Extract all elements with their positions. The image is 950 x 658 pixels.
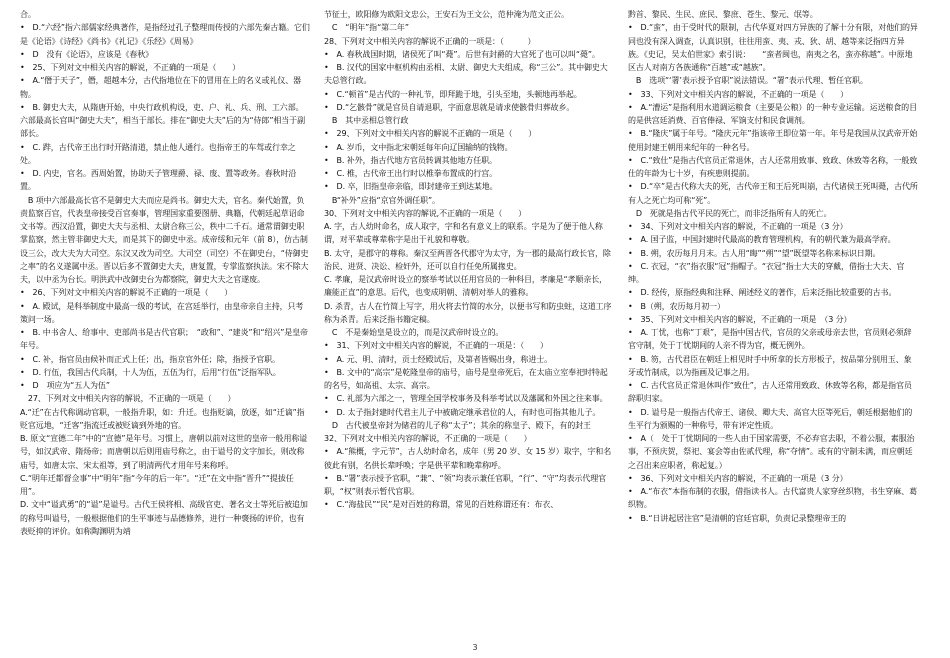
paragraph: B. 太守，是郡守的尊称。秦汉至两晋各代郡守为太守，为一郡的最高行政长官，除治民、进贤、决讼、检奸外，还可以自行任免所属掾史。 — [324, 248, 611, 271]
paragraph: • A. 春秋战国时期，诸侯死了叫“薨”。后世有封爵的大官死了也可以叫“薨”。 — [324, 49, 600, 59]
paragraph: • C. 衣冠，“衣”指衣服“冠”指帽子。“衣冠”指士大夫的穿戴，借指士大夫、官绅。 — [628, 261, 905, 284]
paragraph: • B. 朔，农历每月月末。古人用“晦”“朔”“望”既望等名称来标识日期。 — [628, 248, 881, 258]
paragraph: • B. 汉代的国家中枢机构由丞相、太尉、御史大夫组成，称“三公”。其中御史大夫总管行政。 — [324, 63, 608, 86]
paragraph: • A. 元、明、清时，贡士经殿试后，及第者皆赐出身，称进士。 — [324, 354, 553, 364]
paragraph: 30、下列对文中相关内容的解说,不正确的一项是（ ） — [324, 208, 527, 218]
paragraph: C “明年”指“第二年” — [324, 23, 409, 33]
page-number: 3 — [472, 643, 478, 652]
paragraph: C 不是秦始皇是设立的，而是汉武帝时设立的。 — [324, 328, 504, 337]
paragraph: • 35、下列对文中相关内容的解说，不正确的一项是 （3 分） — [628, 314, 852, 324]
paragraph: D. 杀青，古人在竹简上写字，用火将去竹简的水分，以便书写和防虫蛀，这道工序称为杀青。后来泛指书籍定稿。 — [324, 301, 612, 324]
paragraph: • B. 中书舍人、给事中、吏部尚书是古代官职； “政和”、“建炎”和“绍兴”是皇帝年号。 — [20, 328, 308, 351]
paragraph: 28、下列对文中相关内容的解说不正确的一项是：（ ） — [324, 36, 536, 46]
paragraph: • B（朔，农历每月初一） — [628, 301, 725, 311]
paragraph: • D. 内史，官名。西周始置，协助天子管理爵、禄、废、置等政务。春秋时沿置。 — [20, 169, 297, 192]
paragraph: C.“明年迁都督佥事”中“明年”指“今年的后一年”。“迁”在文中指“晋升”“提拔任用”。 — [20, 473, 294, 496]
paragraph: D. 文中“谥武勇”的“谥”是谥号。古代王侯将相、高级官吏、著名文士等死后被追加的称号叫谥号，一般根据他们的生平事迹与品德修养，进行一种褒扬的评价，也有表贬抑的评价。如称陶渊明为靖 — [20, 500, 308, 536]
paragraph: • 31、下列对文中相关内容的解说，不正确的一项是：（ ） — [324, 341, 548, 351]
paragraph: • C. 椎，古代帝王出行时以椎拳布置成的行宫。 — [324, 169, 497, 178]
paragraph: • A.“漕运”是指利用水道调运粮食（主要是公粮）的一种专业运输。运送粮食的目的是供宫廷消费、百官俸禄、军饷支付和民食调剂。 — [628, 102, 917, 125]
paragraph: • B. 补外，指古代地方官员转调其他地方任职。 — [324, 155, 497, 165]
paragraph: • 34、下列对文中相关内容的解说，不正确的一项是（3 分） — [628, 222, 848, 231]
paragraph: B 其中丞相总管行政 — [324, 116, 409, 125]
paragraph: 27、下列对文中相关内容的解说，不正确的一项是（ ） — [20, 394, 236, 404]
paragraph: B. 原文“宣德二年”中的“宣德”是年号。习惯上，唐朝以前对这世的皇帝一般用称谥号，如汉武帝、隋炀帝；而唐朝以后则用庙号称之，由于谥号的文字加长，则改称庙号，如唐太宗、宋太祖等，到了明清两代才用年号来称呼。 — [20, 434, 308, 470]
paragraph: • A. 国子监，中国封建时代最高的教育管理机构，有的朝代兼为最高学府。 — [628, 235, 896, 245]
paragraph: D 古代被皇帝封为储君的儿子称“太子”；其余的称皇子、殿下，有的封王 — [324, 420, 591, 430]
paragraph: • 33、下列对文中相关内容的解说，不正确的一项是（ ） — [628, 89, 848, 99]
paragraph: • A. 殿试，是科举制度中最高一级的考试，在宫廷举行，由皇帝亲自主持，只考策问一场。 — [20, 301, 304, 324]
paragraph: 合。 — [20, 10, 36, 19]
paragraph: • A. 岁币，文中指北宋朝廷每年向辽国输纳的钱物。 — [324, 142, 513, 152]
text-column-left — [20, 8, 310, 640]
paragraph: • B. 御史大夫，从隋唐开始，中央行政机构设，吏、户、礼、兵、刑、工六部。六部最高长官叫“御史大夫”，相当于部长。排在“御史大夫”后的为“侍郎”相当于副部长。 — [20, 102, 305, 139]
paragraph: 32、下列对文中相关内容的解说，不正确的一项是（ ） — [324, 434, 532, 443]
paragraph: • C.“致仕”是指古代官员正常退休，古人还常用致事、致政、休致等名称，一般致仕的年龄为七十岁，有疾患则提前。 — [628, 155, 918, 178]
paragraph: • D 没有《论语》，应该是《春秋》 — [20, 49, 154, 59]
paragraph: • D. 卒，旧指皇帝亲临，即封建帝王到达某地。 — [324, 182, 498, 192]
text-column-right — [628, 8, 918, 640]
paragraph: 节征士，欧阳修为欧阳文忠公，王安石为王文公，范仲淹为范文正公。 — [324, 10, 569, 19]
paragraph: C. 孝廉，是汉武帝时设立的察举考试以任用官员的一种科目，孝廉是“孝顺亲长，廉能正直”的意思。后代，也变成明朝、清朝对举人的雅称。 — [324, 275, 608, 298]
paragraph: • C. 补，指官员由候补而正式上任；出，指京官外任；除，指授予官职。 — [20, 354, 280, 364]
paragraph: • D 项应为“五人为伍” — [20, 381, 110, 390]
paragraph: • D. 太子指封建时代君主儿子中被确定继承君位的人，有时也可指其他儿子。 — [324, 407, 601, 417]
paragraph: A. 字，古人幼时命名，成人取字，字和名有意义上的联系。字是为了便于他人称谓，对平辈或尊辈称字是出于礼貌和尊敬。 — [324, 222, 603, 245]
paragraph: B 选项“‘署’表示授予官职”说法错误。“署”表示代理、暂任官职。 — [628, 76, 868, 86]
paragraph: • B.“署”表示授予官职，“兼”、“领”均表示兼任官职，“行”、“守”均表示代理官职，“权”则表示暂代官职。 — [324, 473, 606, 496]
paragraph: • B.“隆庆”属于年号。“隆庆元年”指该帝王即位第一年。年号是我国从汉武帝开始使用封建王朝用来纪年的一种名号。 — [628, 129, 918, 152]
paragraph: • D.“六经”指六部儒家经典著作，是指经过孔子整理而传授的六部先秦古籍。它们是《论语》《诗经》《尚书》《礼记》《乐经》《周易》 — [20, 23, 310, 46]
paragraph: • D.“乞骸骨”就是官员自请退职，字面意思就是请求使骸骨归葬故乡。 — [324, 102, 575, 112]
paragraph: • A（ 处于丁忧期间的一些人由于国家需要，不必弃官去职，不着公服，素服治事，不预庆贺，祭祀、宴会等由佐贰代理，称“夺情”。或有的守制未满，而应朝廷之召出来应职者，称起复。） — [628, 434, 915, 470]
paragraph: • C.“顿首”是古代的一种礼节，即拜跪于地，引头至地，头顿地再举起。 — [324, 89, 582, 99]
paragraph: • B.“日讲起居注官”是清朝的宫廷官职，负责记录整理帝王的 — [628, 513, 847, 523]
paragraph: B“补外”应指“京官外调任职”。 — [324, 195, 440, 205]
paragraph: • A.“熊概，字元节”，古人幼时命名，成年（男 20 岁、女 15 岁）取字，字和名彼此有别，名供长辈呼唤；字是供平辈和晚辈称呼。 — [324, 447, 612, 470]
paragraph: • 26、下列对文中相关内容的解说不正确的一项是（ ） — [20, 288, 233, 298]
paragraph: • C. 古代官员正常退休叫作“致仕”，古人还常用致政、休致等名称，都是指官员辞职归家。 — [628, 381, 912, 404]
paragraph: D 死就是指古代平民的死亡，而非泛指所有人的死亡。 — [628, 208, 832, 218]
paragraph: • A. 丁忧，也称“丁艰”，是指中国古代，官员的父亲或母亲去世，官员则必须辞官守制，处于丁忧期间的人亲不得为官，概无例外。 — [628, 328, 912, 351]
paragraph: • D. 谥号是一般指古代帝王、诸侯、卿大夫、高官大臣等死后，朝廷根据他们的生平行为颁赐的一种称号，带有评定性质。 — [628, 407, 913, 430]
paragraph: B 项中六部最高长官不是御史大夫而应是尚书。御史大夫，官名。秦代始置，负责监察百官，代表皇帝接受百官奏事，管理国家重要图册、典籍，代朝廷起草诏命文书等。西汉沿置，御史大夫与丞相、太尉合称三公，秩中二千石。通常谓御史职掌监察，然主管非御史大夫，而是其下的御史中丞。成帝绥和元年（前 8），仿古制设三公，改大夫为大司空。东汉又改为司空。大司空（司空）不在御史台，“侍御史之率”的名义遂属中丞。晋以后多不置御史大夫，唐复置，专掌监察执法。宋不除大夫，以中丞为台长。明洪武中改御史台为都察院，御史大夫之官遂废。 — [20, 195, 309, 284]
paragraph: • A.“布衣”本指布制的衣服，借指读书人。古代富贵人家穿丝织物，书生穿麻、葛织物。 — [628, 487, 917, 510]
paragraph: • A.“僭于天子”，僭，超越本分，古代指地位在下的冒用在上的名义或礼仪、器物。 — [20, 76, 302, 99]
paragraph: • 36、下列对文中相关内容的解说，不正确的一项是（3 分） — [628, 473, 848, 483]
paragraph: • 25、下列对文中相关内容的解说，不正确的一项是（ ） — [20, 63, 240, 72]
paragraph: • D.“蛮”，由于受时代的限制，古代华夏对四方异族的了解十分有限，对他们的异同也没有深入调查，认真识别，往往用蛮、夷、戎、狄、胡、越等来泛指四方异族。《史记，吴太伯世家》索引说： “蛮者闽也，南夷之名，蛮亦称越”。中原地区古人对南方各族通称“百越”或“越族”。 — [628, 23, 918, 72]
paragraph: • B. 笏，古代君臣在朝廷上相见时手中所拿的长方形板子，按品第分别用玉、象牙或竹制成，以为指画及记事之用。 — [628, 354, 912, 377]
paragraph: A.“迁”在古代称调动官职，一般指升职，如：升迁。也指贬谪，放逐，如“迁谪”指贬官远地，“迁客”指流迁或被贬谪到外地的官。 — [20, 407, 305, 430]
paragraph: • B. 文中的“高宗”是乾隆皇帝的庙号，庙号是皇帝死后，在太庙立室奉祀时特起的名号，如高祖、太宗、高宗。 — [324, 367, 608, 390]
text-column-middle — [324, 8, 614, 640]
paragraph: • C. 礼部为六部之一，管理全国学校事务及科举考试以及藩属和外国之往来事。 — [324, 394, 608, 404]
paragraph: 黔首、黎民、生民、庶民、黎庶、苍生、黎元、氓等。 — [628, 10, 818, 19]
paragraph: • C. 跸，古代帝王出行时开路清道，禁止他人通行。也指帝王的车驾或行幸之处。 — [20, 142, 296, 165]
paragraph: • D.“卒”是古代称大夫的死，古代帝王和王后死叫崩，古代诸侯王死叫薨，古代所有人之死亡均可称“死”。 — [628, 182, 918, 205]
paragraph: • C.“海盐民”“民”是对百姓的称谓，常见的百姓称谓还有：布衣、 — [324, 500, 559, 510]
paragraph: • D. 经传，原指经典和注释、阐述经义的著作，后来泛指比较重要的古书。 — [628, 288, 897, 298]
paragraph: • 29、下列对文中相关内容的解说不正确的一项是（ ） — [324, 129, 537, 139]
paragraph: • D. 行伍，我国古代兵制，十人为伍，五伍为行，后用“行伍”泛指军队。 — [20, 367, 281, 377]
